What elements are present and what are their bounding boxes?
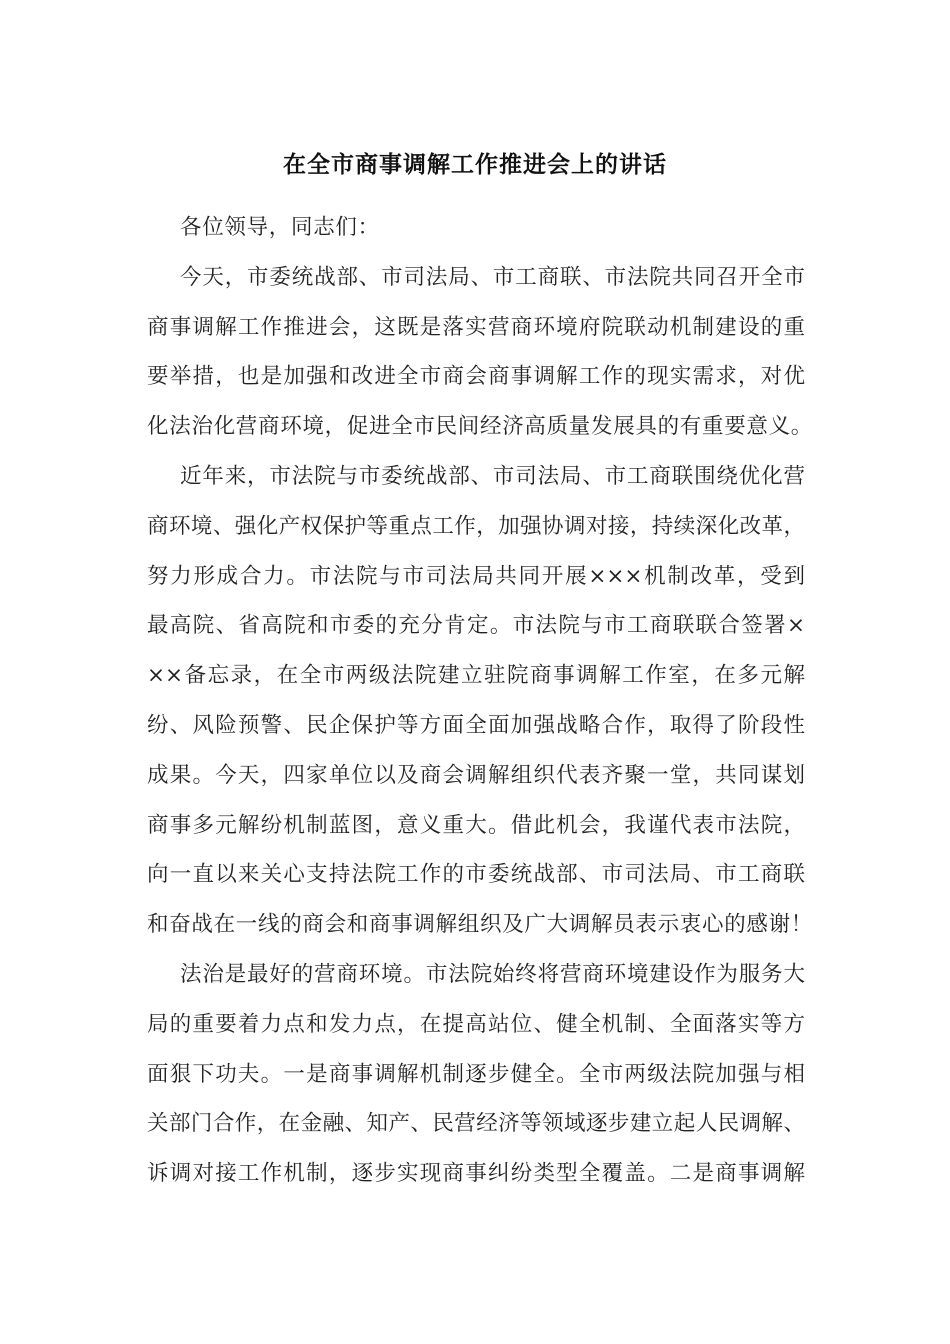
text-line: 化法治化营商环境，促进全市民间经济高质量发展具的有重要意义。 — [147, 414, 814, 440]
text-line: 努力形成合力。市法院与市司法局共同开展×××机制改革，受到 — [147, 563, 805, 589]
text-line: 商事多元解纷机制蓝图，意义重大。借此机会，我谨代表市法院， — [147, 812, 805, 838]
paragraph — [147, 457, 814, 955]
text-line: 要举措，也是加强和改进全市商会商事调解工作的现实需求，对优 — [147, 364, 805, 390]
document-title: 在全市商事调解工作推进会上的讲话 — [283, 151, 667, 178]
text-line: 今天，市委统战部、市司法局、市工商联、市法院共同召开全市 — [180, 264, 805, 290]
text-line: 局的重要着力点和发力点，在提高站位、健全机制、全面落实等方 — [147, 1011, 805, 1037]
text-line: 关部门合作，在金融、知产、民营经济等领域逐步建立起人民调解、 — [147, 1111, 805, 1137]
salutation — [147, 208, 805, 258]
text-line: 最高院、省高院和市委的充分肯定。市法院与市工商联联合签署× — [147, 613, 805, 639]
text-line: ××备忘录，在全市两级法院建立驻院商事调解工作室，在多元解 — [147, 663, 805, 689]
text-line: 向一直以来关心支持法院工作的市委统战部、市司法局、市工商联 — [147, 862, 805, 888]
paragraph — [147, 955, 805, 1204]
document-body — [147, 208, 814, 1204]
text-line: 法治是最好的营商环境。市法院始终将营商环境建设作为服务大 — [180, 961, 805, 987]
text-line: 近年来，市法院与市委统战部、市司法局、市工商联围绕优化营 — [180, 463, 805, 489]
paragraph — [147, 258, 814, 457]
text-line: 纷、风险预警、民企保护等方面全面加强战略合作，取得了阶段性 — [147, 712, 805, 738]
text-line: 商环境、强化产权保护等重点工作，加强协调对接，持续深化改革， — [147, 513, 805, 539]
text-line: 成果。今天，四家单位以及商会调解组织代表齐聚一堂，共同谋划 — [147, 762, 805, 788]
text-line: 诉调对接工作机制，逐步实现商事纠纷类型全覆盖。二是商事调解 — [147, 1161, 805, 1187]
text-line: 商事调解工作推进会，这既是落实营商环境府院联动机制建设的重 — [147, 314, 805, 340]
text-line: 面狠下功夫。一是商事调解机制逐步健全。全市两级法院加强与相 — [147, 1061, 805, 1087]
text-line: 和奋战在一线的商会和商事调解组织及广大调解员表示衷心的感谢！ — [147, 912, 814, 938]
text-line: 各位领导，同志们： — [180, 215, 380, 240]
